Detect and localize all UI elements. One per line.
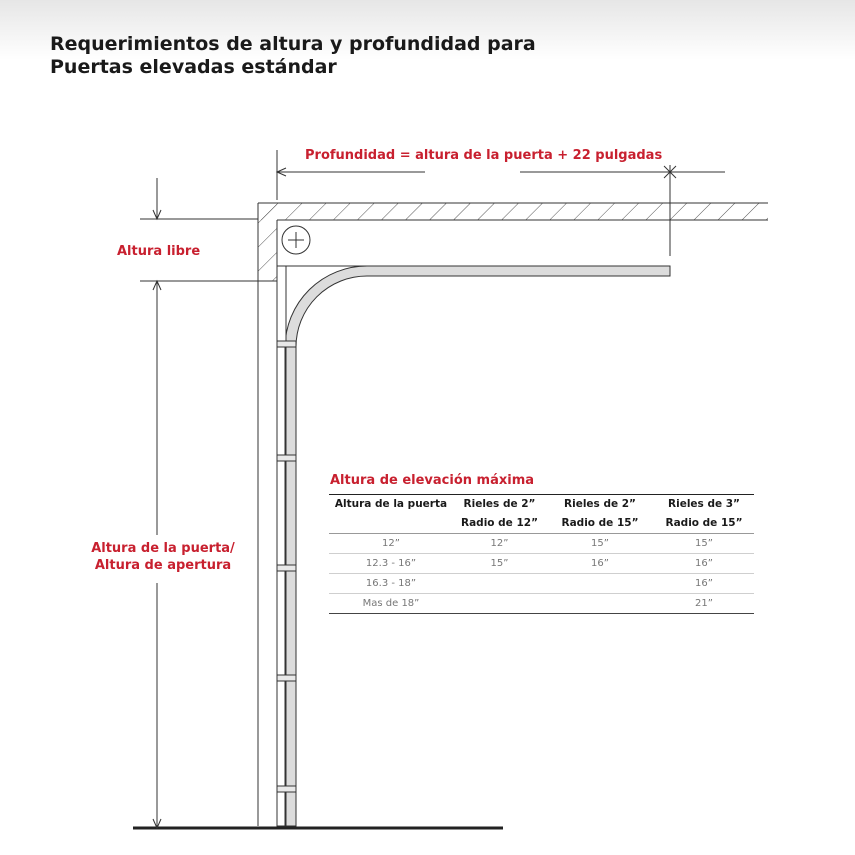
header-2in-15r: Rieles de 2” bbox=[546, 495, 654, 515]
header-wall bbox=[258, 203, 277, 826]
table-cell: 15” bbox=[654, 534, 754, 554]
table-cell: 16” bbox=[654, 554, 754, 574]
plus-circle-icon bbox=[282, 226, 310, 254]
table-cell: Mas de 18” bbox=[329, 594, 453, 614]
table-cell bbox=[453, 594, 546, 614]
door-height-label-line-2: Altura de apertura bbox=[94, 558, 232, 573]
subheader-2in-15r: Radio de 15” bbox=[546, 514, 654, 534]
table-cell bbox=[453, 574, 546, 594]
subheader-door-height bbox=[329, 514, 453, 534]
table-cell: 21” bbox=[654, 594, 754, 614]
max-lift-table-container bbox=[329, 472, 754, 614]
headroom-label: Altura libre bbox=[117, 244, 201, 259]
ceiling bbox=[258, 203, 768, 220]
table-cell bbox=[546, 574, 654, 594]
title-line-1: Requerimientos de altura y profundidad para bbox=[50, 33, 536, 55]
table-cell: 12.3 - 16” bbox=[329, 554, 453, 574]
table-cell: 15” bbox=[453, 554, 546, 574]
table-cell: 16” bbox=[654, 574, 754, 594]
table-row bbox=[329, 574, 754, 594]
subheader-3in-15r: Radio de 15” bbox=[654, 514, 754, 534]
header-door-height: Altura de la puerta bbox=[329, 495, 453, 515]
door-height-label-line-1: Altura de la puerta/ bbox=[91, 541, 235, 556]
table-row bbox=[329, 554, 754, 574]
table-cell: 16” bbox=[546, 554, 654, 574]
header-3in-15r: Rieles de 3” bbox=[654, 495, 754, 515]
table-cell: 16.3 - 18” bbox=[329, 574, 453, 594]
table-cell bbox=[546, 594, 654, 614]
table-header-row bbox=[329, 495, 754, 515]
table-cell: 15” bbox=[546, 534, 654, 554]
subheader-2in-12r: Radio de 12” bbox=[453, 514, 546, 534]
depth-label: Profundidad = altura de la puerta + 22 pulgadas bbox=[305, 148, 663, 163]
table-cell: 12” bbox=[329, 534, 453, 554]
title-line-2: Puertas elevadas estándar bbox=[50, 56, 337, 78]
headroom-dimension bbox=[140, 178, 258, 281]
door-height-label bbox=[88, 538, 238, 576]
table-caption: Altura de elevación máxima bbox=[330, 473, 535, 488]
max-lift-table bbox=[329, 494, 754, 614]
table-subheader-row bbox=[329, 514, 754, 534]
table-cell: 12” bbox=[453, 534, 546, 554]
table-row bbox=[329, 534, 754, 554]
table-row bbox=[329, 594, 754, 614]
header-2in-12r: Rieles de 2” bbox=[453, 495, 546, 515]
